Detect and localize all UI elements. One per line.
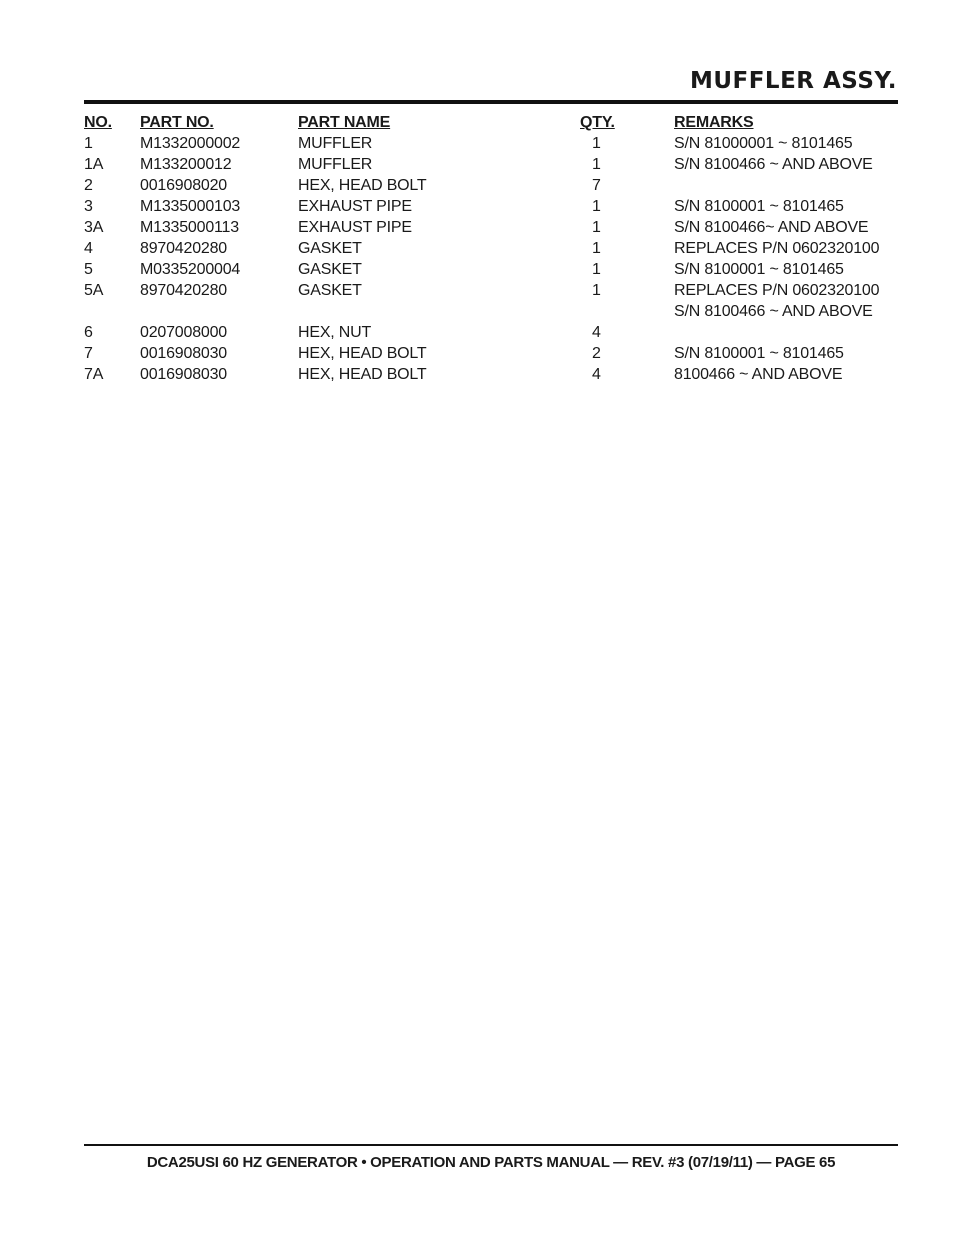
cell-qty: 1 (592, 219, 601, 236)
cell-remarks (674, 133, 898, 154)
cell-part-no: 0016908030 (140, 366, 227, 383)
page-title: MUFFLER ASSY. (689, 68, 897, 94)
cell-no: 3 (84, 198, 93, 215)
page-footer: DCA25USI 60 HZ GENERATOR • OPERATION AND PARTS MANUAL — REV. #3 (07/19/11) — PAGE 65 (146, 1154, 836, 1171)
remark-line: 8100466 ~ AND ABOVE (674, 366, 843, 383)
remark-line: S/N 8100001 ~ 8101465 (674, 345, 844, 362)
cell-part-no: 8970420280 (140, 240, 227, 257)
cell-qty: 1 (592, 156, 601, 173)
cell-qty: 1 (592, 261, 601, 278)
cell-qty: 1 (592, 240, 601, 257)
title-divider (84, 100, 898, 104)
cell-part-name: MUFFLER (298, 135, 373, 152)
cell-no: 1A (84, 156, 104, 173)
cell-part-no: 8970420280 (140, 282, 227, 299)
cell-no: 7A (84, 366, 104, 383)
remark-line: REPLACES P/N 0602320100 (674, 240, 880, 257)
parts-list-table (84, 112, 898, 385)
table-row (84, 217, 898, 238)
cell-qty: 4 (592, 324, 601, 341)
column-header-no: NO. (84, 114, 112, 131)
table-row (84, 322, 898, 343)
cell-no: 5A (84, 282, 104, 299)
column-header-part-no: PART NO. (140, 114, 214, 131)
cell-part-name: GASKET (298, 240, 362, 257)
cell-no: 7 (84, 345, 93, 362)
cell-part-name: HEX, HEAD BOLT (298, 177, 427, 194)
cell-no: 4 (84, 240, 93, 257)
column-header-part-name: PART NAME (298, 114, 391, 131)
cell-remarks (674, 196, 898, 217)
cell-qty: 1 (592, 135, 601, 152)
cell-part-name: MUFFLER (298, 156, 373, 173)
cell-part-name: GASKET (298, 261, 362, 278)
table-row (84, 133, 898, 154)
table-row (84, 238, 898, 259)
cell-no: 3A (84, 219, 104, 236)
cell-no: 5 (84, 261, 93, 278)
cell-remarks (674, 217, 898, 238)
table-row (84, 175, 898, 196)
cell-part-name: EXHAUST PIPE (298, 219, 412, 236)
cell-remarks (674, 343, 898, 364)
cell-part-name: HEX, NUT (298, 324, 372, 341)
remark-line: S/N 8100466~ AND ABOVE (674, 219, 869, 236)
cell-part-no: M0335200004 (140, 261, 241, 278)
cell-qty: 7 (592, 177, 601, 194)
table-header-row (84, 112, 898, 133)
remark-line: S/N 81000001 ~ 8101465 (674, 135, 853, 152)
cell-part-no: 0207008000 (140, 324, 227, 341)
column-header-remarks: REMARKS (674, 114, 754, 131)
cell-part-name: HEX, HEAD BOLT (298, 366, 427, 383)
cell-part-no: M1335000113 (140, 219, 239, 236)
cell-remarks (674, 322, 898, 343)
cell-part-no: M1332000002 (140, 135, 241, 152)
cell-remarks (674, 364, 898, 385)
cell-remarks (674, 259, 898, 280)
cell-remarks (674, 175, 898, 196)
cell-no: 1 (84, 135, 93, 152)
table-row (84, 343, 898, 364)
table-row (84, 364, 898, 385)
table-row (84, 259, 898, 280)
cell-part-no: 0016908030 (140, 345, 227, 362)
cell-qty: 2 (592, 345, 601, 362)
remark-line: REPLACES P/N 0602320100 (674, 282, 880, 299)
cell-qty: 1 (592, 198, 601, 215)
remark-line: S/N 8100466 ~ AND ABOVE (674, 156, 873, 173)
footer-divider (84, 1144, 898, 1146)
cell-qty: 1 (592, 282, 601, 299)
cell-part-name: GASKET (298, 282, 362, 299)
remark-line: S/N 8100001 ~ 8101465 (674, 261, 844, 278)
parts-table-body (84, 133, 898, 385)
cell-remarks (674, 238, 898, 259)
remark-line: S/N 8100001 ~ 8101465 (674, 198, 844, 215)
table-row (84, 196, 898, 217)
cell-qty: 4 (592, 366, 601, 383)
table-row (84, 154, 898, 175)
cell-remarks (674, 280, 898, 322)
cell-remarks (674, 154, 898, 175)
cell-part-name: EXHAUST PIPE (298, 198, 412, 215)
column-header-qty: QTY. (580, 114, 615, 131)
cell-no: 6 (84, 324, 93, 341)
cell-part-no: M133200012 (140, 156, 232, 173)
cell-part-no: 0016908020 (140, 177, 227, 194)
cell-part-name: HEX, HEAD BOLT (298, 345, 427, 362)
table-row (84, 280, 898, 322)
remark-line: S/N 8100466 ~ AND ABOVE (674, 303, 873, 320)
cell-part-no: M1335000103 (140, 198, 241, 215)
cell-no: 2 (84, 177, 93, 194)
